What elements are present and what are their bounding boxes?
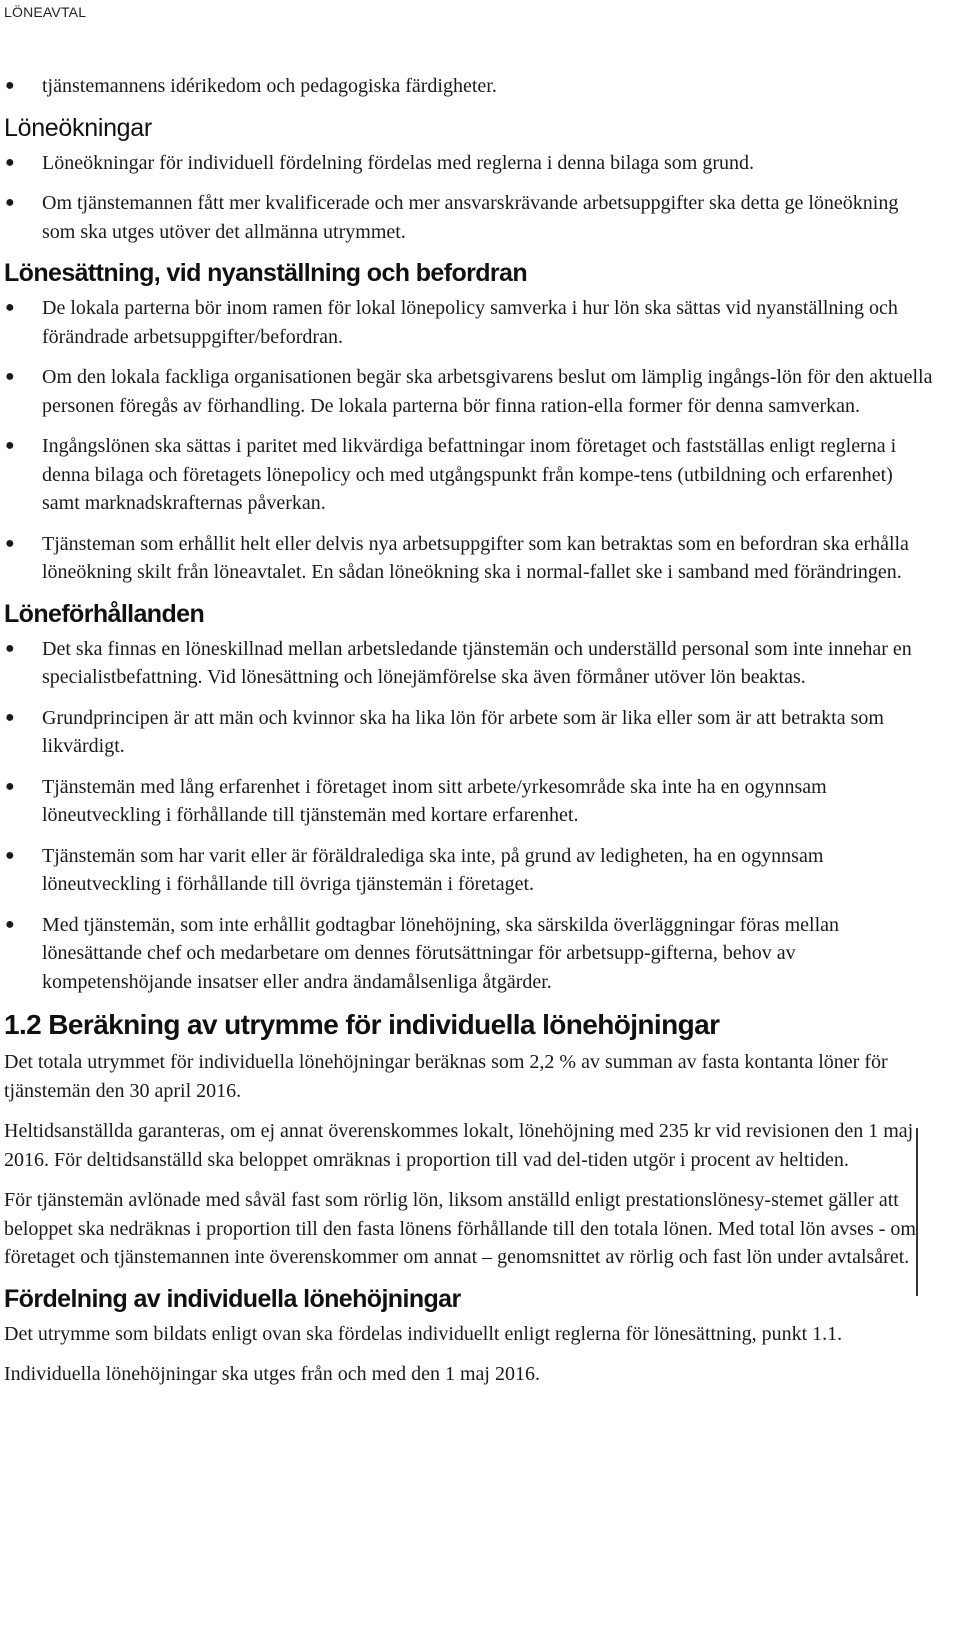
list-item: ● Tjänsteman som erhållit helt eller delvis nya arbetsuppgifter som kan betraktas som en befordran ska erhålla löneökning skilt från löneavtalet. En sådan löneökning ska i normal-fallet ske i samband med förändringen. — [4, 530, 934, 587]
list-item: ● Löneökningar för individuell fördelning fördelas med reglerna i denna bilaga som grund. — [4, 149, 934, 178]
section-heading-lonesattning: Lönesättning, vid nyanställning och befordran — [4, 259, 528, 287]
section-heading-loneforhallanden: Löneförhållanden — [4, 599, 205, 628]
paragraph: Heltidsanställda garanteras, om ej annat överenskommes lokalt, lönehöjning med 235 kr vid revisionen den 1 maj 2016. För deltidsanställd ska beloppet omräknas i proportion till vad del-tiden utgör i procent av heltiden. — [4, 1120, 914, 1171]
paragraph: Individuella lönehöjningar ska utges från och med den 1 maj 2016. — [4, 1363, 540, 1385]
bullet-icon: ● — [5, 777, 15, 795]
bullet-icon: ● — [5, 77, 15, 94]
bullet-icon: ● — [5, 368, 15, 385]
list-item: ● Det ska finnas en löneskillnad mellan arbetsledande tjänstemän och underställd personal som inte innehar en specialistbefattning. Vid lönesättning och lönejämförelse ska även förmåner utöver lön beaktas. — [4, 635, 934, 692]
bullet-icon: ● — [5, 708, 15, 726]
list-item: ● Tjänstemän med lång erfarenhet i företaget inom sitt arbete/yrkesområde ska inte ha en ogynnsam löneutveckling i förhållande till tjänstemän med kortare erfarenhet. — [4, 773, 934, 830]
paragraph: För tjänstemän avlönade med såväl fast som rörlig lön, liksom anställd enligt prestationslönesy-stemet gäller att beloppet ska nedräknas i proportion till den fasta lönens förhållande till den totala lönen. Med total lön avses - om företaget och tjänstemannen inte överenskommer om annat – genomsnittet av rörlig och fast lön under avtalsåret. — [4, 1189, 916, 1268]
document-body — [4, 72, 934, 1389]
loneforhallanden-list — [4, 635, 934, 997]
bullet-icon: ● — [5, 915, 15, 933]
list-item: ● tjänstemannens idérikedom och pedagogiska färdigheter. — [4, 72, 934, 101]
section-heading-berakning: 1.2 Beräkning av utrymme för individuella lönehöjningar — [4, 1009, 720, 1040]
bullet-icon: ● — [5, 639, 15, 657]
list-item: ● Tjänstemän som har varit eller är föräldralediga ska inte, på grund av ledigheten, ha en ogynnsam löneutveckling i förhållande till övriga tjänstemän i företaget. — [4, 842, 934, 899]
intro-list — [4, 72, 934, 101]
running-header: LÖNEAVTAL — [4, 4, 87, 20]
bullet-icon: ● — [5, 437, 15, 454]
list-item: ● Med tjänstemän, som inte erhållit godtagbar lönehöjning, ska särskilda överläggningar föras mellan lönesättande chef och medarbetare om dennes förutsättningar för arbetsupp-gifterna, behov av kompetenshöjande insatser eller andra ändamålsenliga åtgärder. — [4, 911, 934, 997]
list-item: ● Om den lokala fackliga organisationen begär ska arbetsgivarens beslut om lämplig ingångs-lön för den aktuella personen föregås av förhandling. De lokala parterna bör finna ration-ella former för denna samverkan. — [4, 363, 934, 420]
section-heading-fordelning: Fördelning av individuella lönehöjningar — [4, 1284, 461, 1313]
lonesattning-list — [4, 294, 934, 587]
paragraph: Det totala utrymmet för individuella lönehöjningar beräknas som 2,2 % av summan av fasta kontanta löner för tjänstemän den 30 april 2016. — [4, 1051, 888, 1102]
bullet-icon: ● — [5, 153, 15, 171]
bullet-icon: ● — [5, 534, 15, 552]
list-item: ● De lokala parterna bör inom ramen för lokal lönepolicy samverka i hur lön ska sättas vid nyanställning och förändrade arbetsuppgifter/befordran. — [4, 294, 934, 351]
section-heading-loneokningar: Löneökningar — [4, 113, 152, 142]
list-item: ● Om tjänstemannen fått mer kvalificerade och mer ansvarskrävande arbetsuppgifter ska detta ge löneökning som ska utges utöver det allmänna utrymmet. — [4, 189, 934, 246]
list-item: ● Ingångslönen ska sättas i paritet med likvärdiga befattningar inom företaget och fastställas enligt reglerna i denna bilaga och företagets lönepolicy och med utgångspunkt från kompe-tens (utbildning och erfarenhet) samt marknadskrafternas påverkan. — [4, 432, 934, 518]
list-item: ● Grundprincipen är att män och kvinnor ska ha lika lön för arbete som är lika eller som är att betrakta som likvärdigt. — [4, 704, 934, 761]
loneokningar-list — [4, 149, 934, 247]
bullet-icon: ● — [5, 299, 15, 316]
change-bar — [916, 1128, 918, 1296]
paragraph: Det utrymme som bildats enligt ovan ska fördelas individuellt enligt reglerna för lönesättning, punkt 1.1. — [4, 1322, 843, 1345]
bullet-icon: ● — [5, 194, 15, 211]
bullet-icon: ● — [5, 846, 15, 864]
